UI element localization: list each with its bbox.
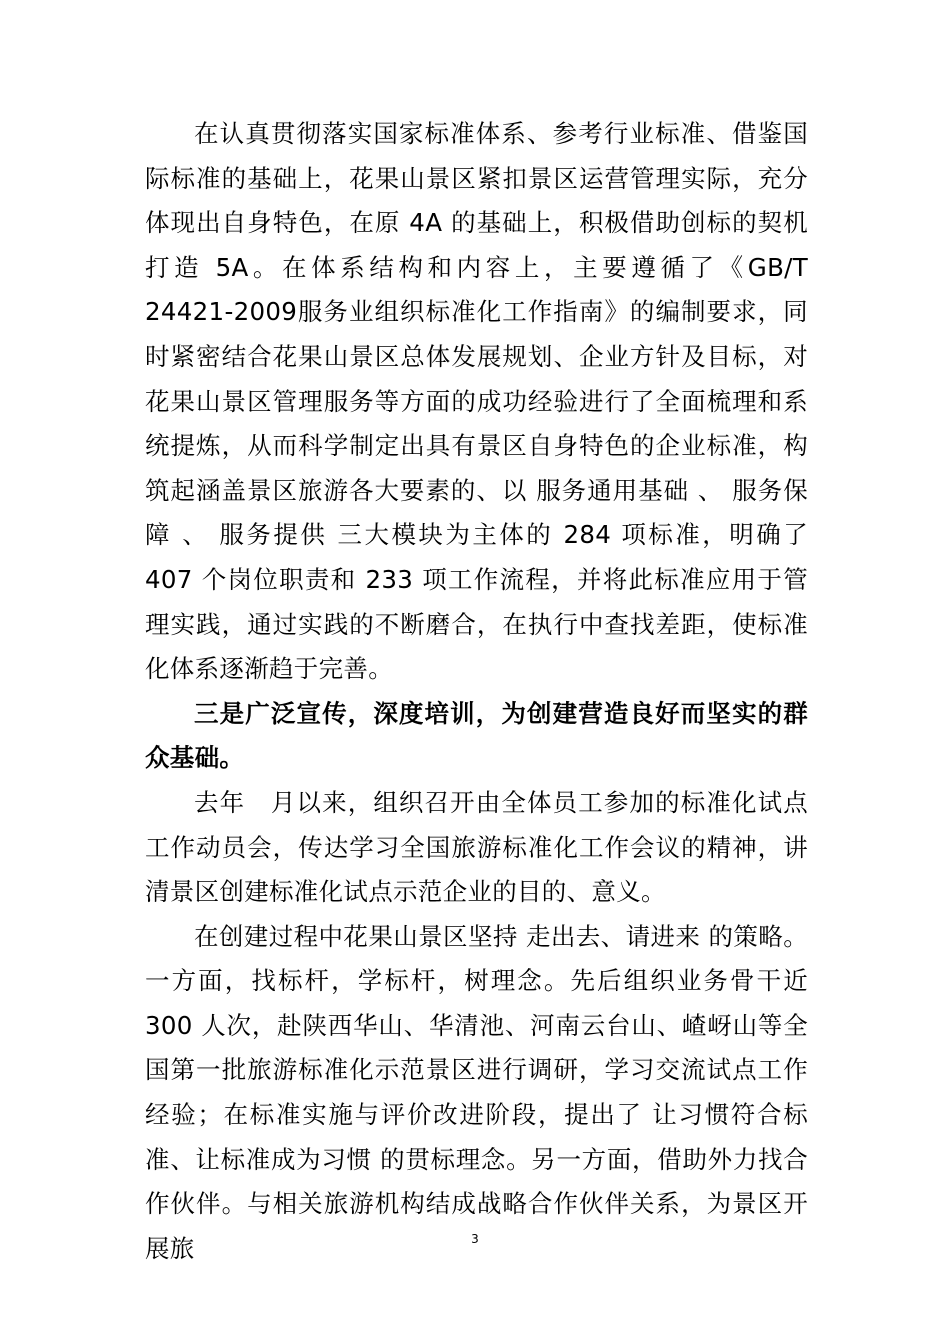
page-number: 3 <box>471 1232 479 1246</box>
page-body <box>145 112 808 1271</box>
paragraph-mobilization-meeting: 去年 月以来，组织召开由全体员工参加的标准化试点工作动员会，传达学习全国旅游标准化工作会议的精神，讲清景区创建标准化试点示范企业的目的、意义。 <box>145 787 808 907</box>
paragraph-creation-strategy: 在创建过程中花果山景区坚持 走出去、请进来 的策略。一方面，找标杆，学标杆，树理念。先后组织业务骨干近 300 人次，赴陕西华山、华清池、河南云台山、嵖岈山等全国第一批旅游标准化示范景区进行调研，学习交流试点工作经验；在标准实施与评价改进阶段，提出了 让习惯符合标准、让标准成为习惯 的贯标理念。另一方面，借助外力找合作伙伴。与相关旅游机构结成战略合作伙伴关系，为景区开展旅 <box>145 921 808 1263</box>
section-heading-publicity-training: 三是广泛宣传，深度培训，为创建营造良好而坚实的群众基础。 <box>145 698 808 773</box>
paragraph-standard-system: 在认真贯彻落实国家标准体系、参考行业标准、借鉴国际标准的基础上，花果山景区紧扣景区运营管理实际，充分体现出自身特色，在原 4A 的基础上，积极借助创标的契机打造 5A。在体系结构和内容上，主要遵循了《GB/T 24421-2009服务业组织标准化工作指南》的编制要求，同时紧密结合花果山景区总体发展规划、企业方针及目标，对花果山景区管理服务等方面的成功经验进行了全面梳理和系统提炼，从而科学制定出具有景区自身特色的企业标准，构筑起涵盖景区旅游各大要素的、以 服务通用基础 、 服务保障 、 服务提供 三大模块为主体的 284 项标准，明确了 407 个岗位职责和 233 项工作流程，并将此标准应用于管理实践，通过实践的不断磨合，在执行中查找差距，使标准化体系逐渐趋于完善。 <box>145 119 808 684</box>
